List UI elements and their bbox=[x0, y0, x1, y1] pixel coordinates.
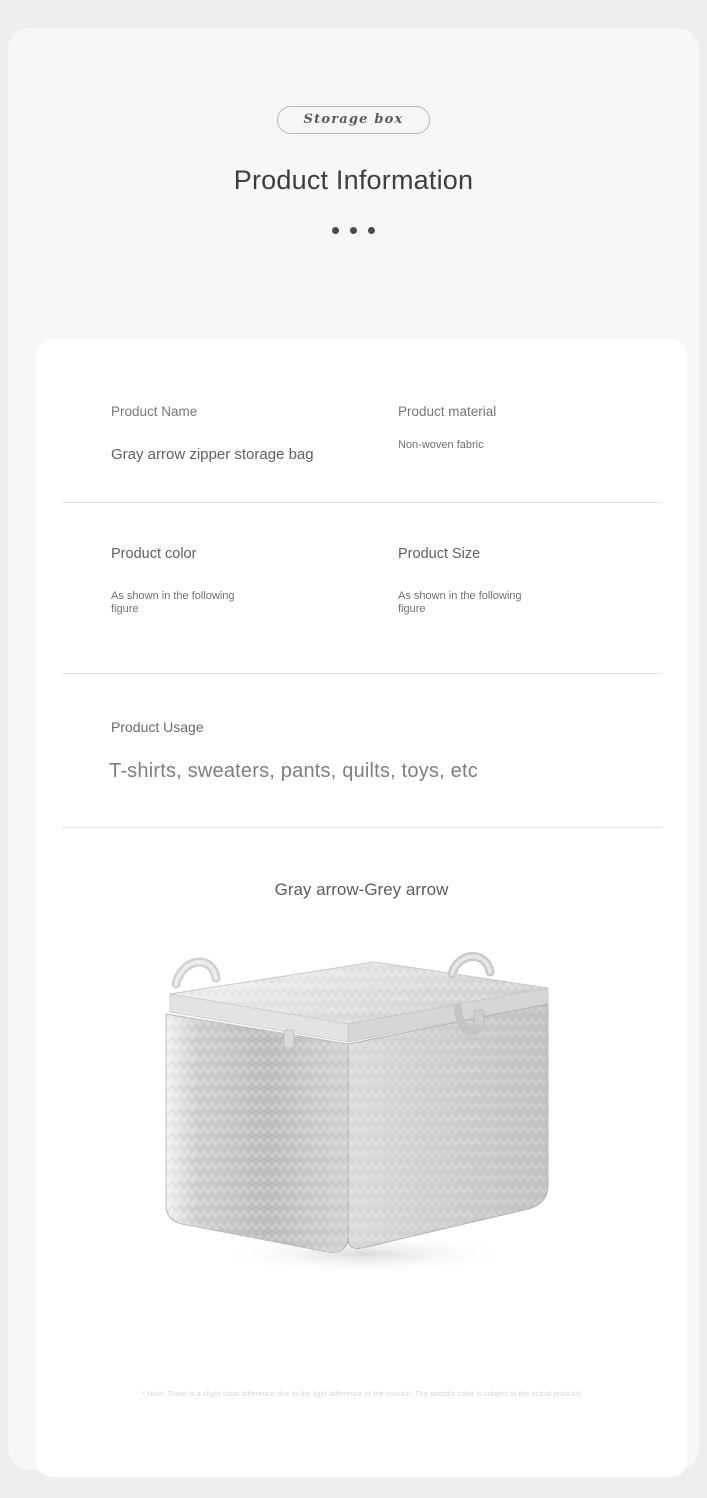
page-header bbox=[8, 28, 699, 234]
divider-3 bbox=[62, 827, 662, 828]
label-product-size: Product Size bbox=[398, 546, 481, 562]
dot-3 bbox=[368, 227, 375, 234]
storage-box-illustration bbox=[152, 918, 572, 1288]
value-product-color: As shown in the following figure bbox=[111, 590, 235, 615]
spec-cell-product-color bbox=[36, 545, 343, 615]
spec-row-name-material bbox=[36, 339, 687, 465]
value-product-size: As shown in the following figure bbox=[398, 590, 522, 615]
outer-card bbox=[8, 28, 699, 1470]
spec-cell-product-material bbox=[343, 403, 687, 465]
spec-table bbox=[36, 339, 687, 1288]
label-product-color: Product color bbox=[111, 546, 197, 562]
page-title: Product Information bbox=[233, 165, 474, 195]
value-product-usage: T-shirts, sweaters, pants, quilts, toys, etc bbox=[109, 760, 478, 782]
product-image bbox=[152, 918, 572, 1288]
value-product-material: Non-woven fabric bbox=[398, 439, 484, 451]
color-difference-note: * Note: There is a slight color difference due to the light difference of the monitor. The specific color is subject to the actual product! bbox=[141, 1389, 582, 1398]
badge-container bbox=[8, 106, 699, 134]
spec-row-usage bbox=[36, 674, 687, 783]
spec-cell-product-size bbox=[343, 545, 687, 615]
spec-row-color-size bbox=[36, 503, 687, 615]
dot-2 bbox=[350, 227, 357, 234]
three-dots-icon bbox=[8, 227, 699, 234]
dot-1 bbox=[332, 227, 339, 234]
value-product-name: Gray arrow zipper storage bag bbox=[111, 446, 314, 463]
label-product-usage: Product Usage bbox=[111, 719, 204, 735]
product-caption: Gray arrow-Grey arrow bbox=[274, 880, 449, 899]
spec-cell-product-name bbox=[36, 403, 343, 465]
label-product-material: Product material bbox=[398, 404, 497, 419]
label-product-name: Product Name bbox=[111, 404, 198, 419]
inner-card bbox=[36, 339, 687, 1477]
storage-box-badge: Storage box bbox=[277, 106, 431, 134]
